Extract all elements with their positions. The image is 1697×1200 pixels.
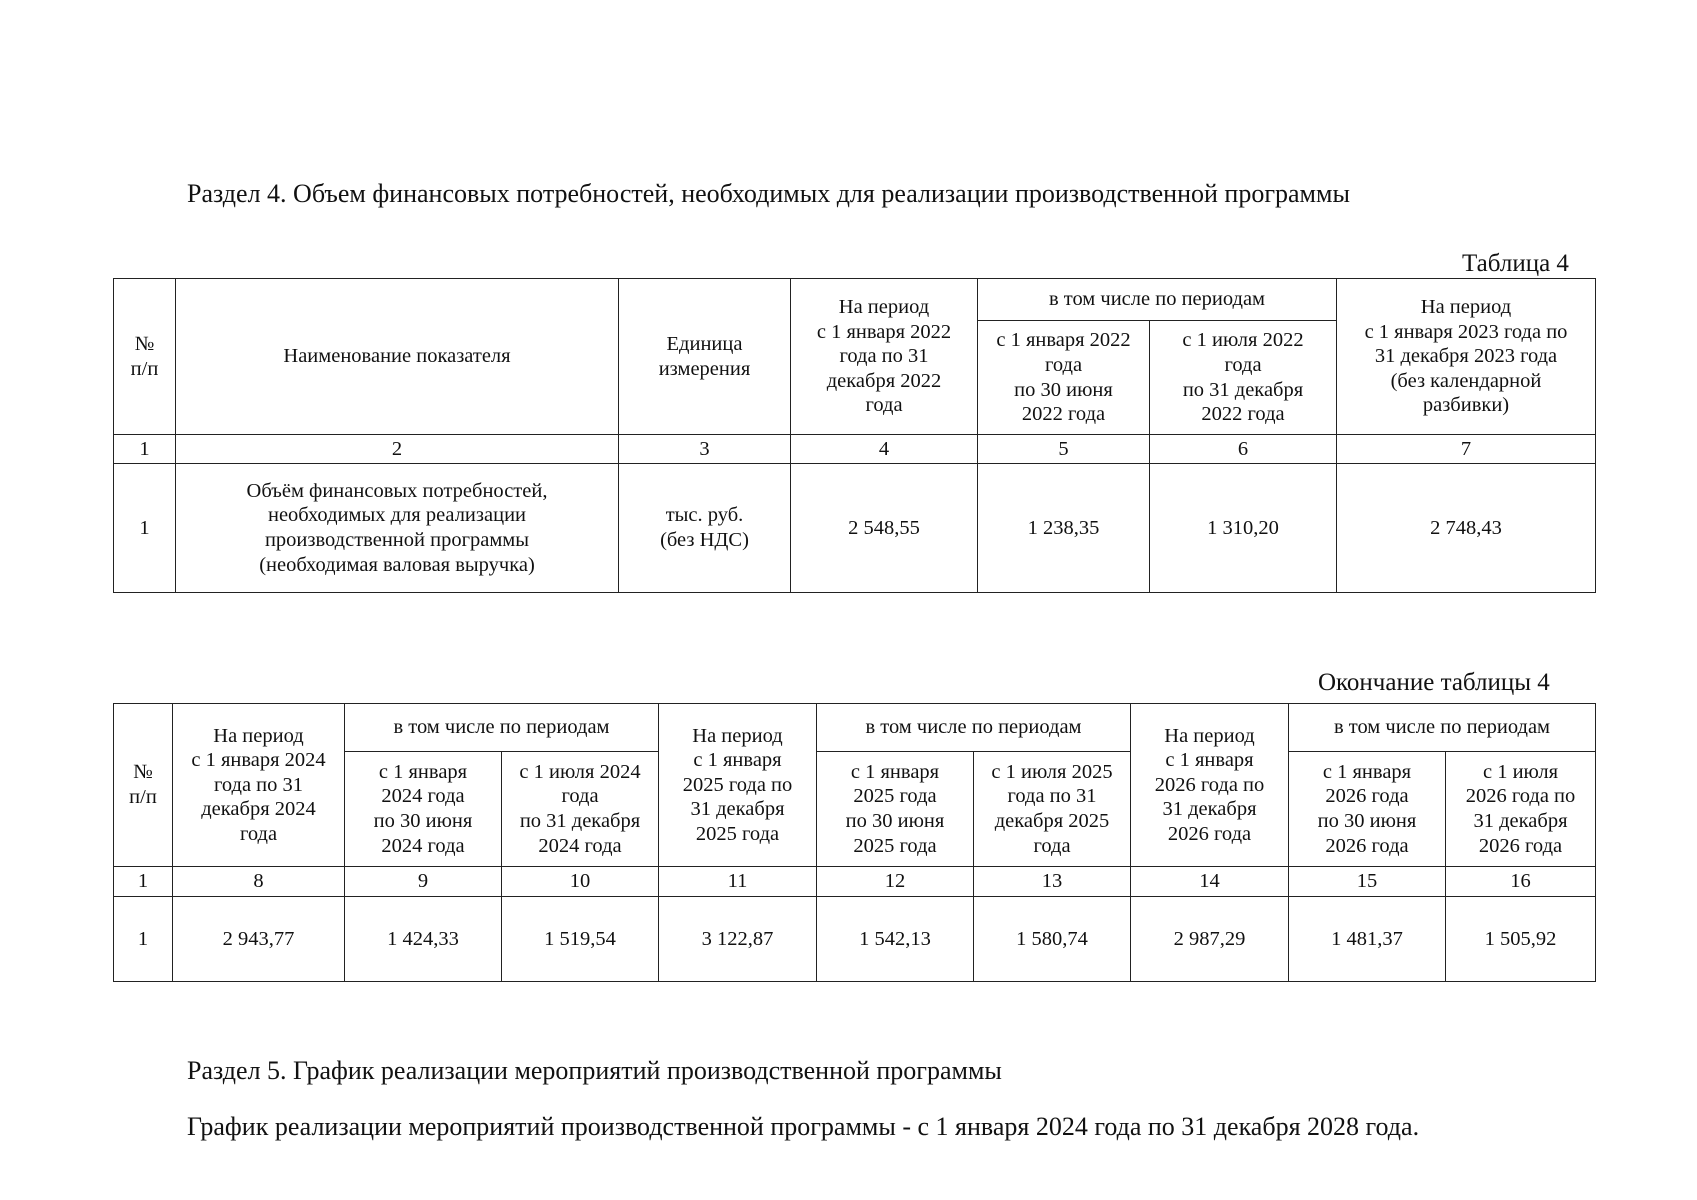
column-number: 5 [978,435,1150,464]
header-period-2026: На период с 1 января 2026 года по 31 декабря 2026 года [1131,704,1289,867]
row-num: 1 [114,897,173,982]
value-h1-2024: 1 424,33 [345,897,502,982]
row-indicator-name: Объём финансовых потребностей, необходимых для реализации производственной программы (необходимая валовая выручка) [176,464,619,593]
value-2022: 2 548,55 [791,464,978,593]
header-h1-2026: с 1 января 2026 года по 30 июня 2026 года [1289,752,1446,867]
header-h1-2022: с 1 января 2022 года по 30 июня 2022 года [978,321,1150,435]
column-number: 14 [1131,867,1289,897]
value-2026: 2 987,29 [1131,897,1289,982]
header-period-2022: На период с 1 января 2022 года по 31 декабря 2022 года [791,279,978,435]
value-h1-2026: 1 481,37 [1289,897,1446,982]
column-number: 15 [1289,867,1446,897]
column-number: 11 [659,867,817,897]
column-number: 9 [345,867,502,897]
section-4-title: Раздел 4. Объем финансовых потребностей, необходимых для реализации производственной программы [187,179,1350,208]
header-subperiods: в том числе по периодам [978,279,1337,321]
table-4-header-row [114,279,1596,321]
column-number: 12 [817,867,974,897]
table-4 [113,278,1596,593]
header-period-2023: На период с 1 января 2023 года по 31 декабря 2023 года (без календарной разбивки) [1337,279,1596,435]
table-4-end-column-numbers [114,867,1596,897]
header-h2-2025: с 1 июля 2025 года по 31 декабря 2025 года [974,752,1131,867]
column-number: 1 [114,867,173,897]
header-h2-2022: с 1 июля 2022 года по 31 декабря 2022 года [1150,321,1337,435]
header-subperiods-2024: в том числе по периодам [345,704,659,752]
header-h1-2024: с 1 января 2024 года по 30 июня 2024 года [345,752,502,867]
table-4-caption: Таблица 4 [1462,250,1569,277]
value-2024: 2 943,77 [173,897,345,982]
value-h2-2026: 1 505,92 [1446,897,1596,982]
column-number: 6 [1150,435,1337,464]
column-number: 16 [1446,867,1596,897]
value-h2-2024: 1 519,54 [502,897,659,982]
column-number: 2 [176,435,619,464]
value-h1-2025: 1 542,13 [817,897,974,982]
header-h2-2024: с 1 июля 2024 года по 31 декабря 2024 года [502,752,659,867]
header-h2-2026: с 1 июля 2026 года по 31 декабря 2026 года [1446,752,1596,867]
column-number: 7 [1337,435,1596,464]
table-row [114,897,1596,982]
column-number: 13 [974,867,1131,897]
column-number: 4 [791,435,978,464]
row-num: 1 [114,464,176,593]
header-period-2024: На период с 1 января 2024 года по 31 декабря 2024 года [173,704,345,867]
table-4-end-header-row [114,704,1596,752]
table-4-end-caption: Окончание таблицы 4 [1318,669,1550,696]
header-num: № п/п [114,704,173,867]
header-period-2025: На период с 1 января 2025 года по 31 декабря 2025 года [659,704,817,867]
header-indicator-name: Наименование показателя [176,279,619,435]
column-number: 3 [619,435,791,464]
header-unit: Единица измерения [619,279,791,435]
value-h1-2022: 1 238,35 [978,464,1150,593]
value-2023: 2 748,43 [1337,464,1596,593]
value-2025: 3 122,87 [659,897,817,982]
column-number: 1 [114,435,176,464]
table-4-column-numbers [114,435,1596,464]
value-h2-2025: 1 580,74 [974,897,1131,982]
header-num: № п/п [114,279,176,435]
table-4-end [113,703,1596,982]
header-subperiods-2025: в том числе по периодам [817,704,1131,752]
header-subperiods-2026: в том числе по периодам [1289,704,1596,752]
column-number: 8 [173,867,345,897]
column-number: 10 [502,867,659,897]
value-h2-2022: 1 310,20 [1150,464,1337,593]
section-5-text: График реализации мероприятий производственной программы - с 1 января 2024 года по 31 декабря 2028 года. [187,1112,1420,1141]
table-row [114,464,1596,593]
section-5-title: Раздел 5. График реализации мероприятий производственной программы [187,1056,1002,1085]
row-unit: тыс. руб. (без НДС) [619,464,791,593]
header-h1-2025: с 1 января 2025 года по 30 июня 2025 года [817,752,974,867]
